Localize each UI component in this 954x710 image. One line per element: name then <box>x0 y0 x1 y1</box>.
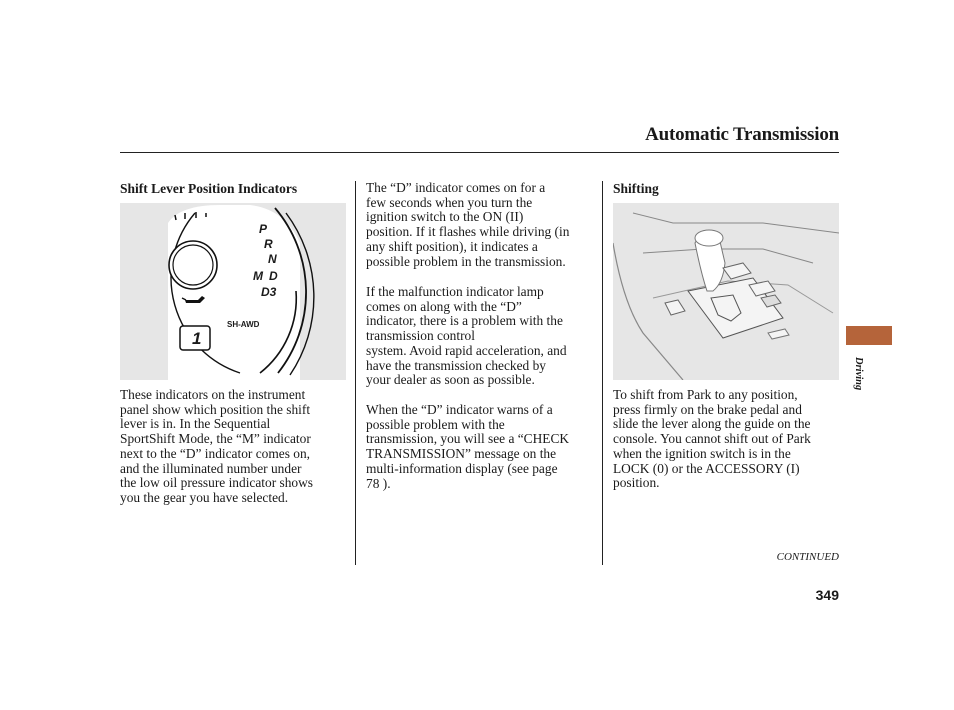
indicators-paragraph: These indicators on the instrument panel show which position the shift lever is in. In the Sequential SportShift Mode, the “M” indicator next to the “D” indicator comes on, and the illuminated number under the low oil pressure indicator shows you the gear you have selected. <box>120 387 314 505</box>
gear-letter-r: R <box>264 237 273 251</box>
continued-label: CONTINUED <box>776 551 839 563</box>
gear-digit: 1 <box>192 329 202 348</box>
malfunction-lamp-paragraph: If the malfunction indicator lamp comes on along with the “D” indicator, there is a problem with the transmission control system. Avoid rapid acceleration, and have the transmission checked by your dealer as soon as possible. <box>366 284 567 388</box>
column-divider-1 <box>355 181 356 565</box>
gear-letter-d: D <box>269 269 278 283</box>
page-title: Automatic Transmission <box>645 124 839 145</box>
shift-indicators-heading: Shift Lever Position Indicators <box>120 181 298 196</box>
shifting-heading: Shifting <box>613 181 659 196</box>
console-illustration <box>613 203 839 380</box>
section-tab-label: Driving <box>853 357 864 391</box>
column-divider-2 <box>602 181 603 565</box>
section-tab[interactable] <box>846 326 892 345</box>
title-rule <box>120 152 839 153</box>
gear-letter-d3: D3 <box>261 285 277 299</box>
shifting-paragraph: To shift from Park to any position, press firmly on the brake pedal and slide the lever along the guide on the console. You cannot shift out of Park when the ignition switch is in the LOCK (0) or the ACCESSORY (I) position. <box>613 387 811 491</box>
sh-awd-badge: SH-AWD <box>227 320 260 329</box>
gauge-illustration <box>120 203 346 380</box>
shift-lever-illustration <box>613 203 839 380</box>
page-number: 349 <box>815 587 839 603</box>
d-indicator-paragraph: The “D” indicator comes on for a few seconds when you turn the ignition switch to the ON (II) position. If it flashes while driving (in any shift position), it indicates a possible problem in the transmission. <box>366 180 570 269</box>
gear-letter-p: P <box>259 222 268 236</box>
check-transmission-paragraph: When the “D” indicator warns of a possible problem with the transmission, you will see a “CHECK TRANSMISSION” message on the multi-information display (see page 78 ). <box>366 402 570 491</box>
gear-letter-n: N <box>268 252 277 266</box>
gear-letter-m: M <box>253 269 263 283</box>
instrument-panel-illustration <box>120 203 346 380</box>
